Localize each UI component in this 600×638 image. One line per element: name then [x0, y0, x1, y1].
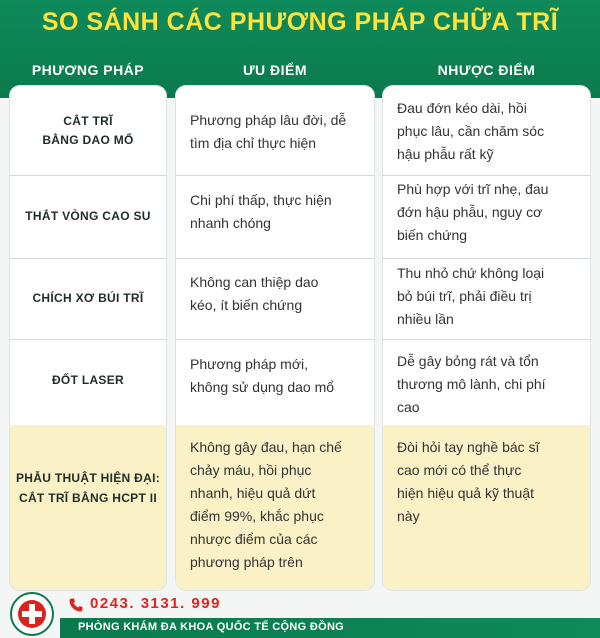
method-cell-4	[10, 340, 166, 424]
pros-line: Phương pháp lâu đời, dễ	[190, 112, 347, 128]
pros-line: Chi phí thấp, thực hiện	[190, 192, 332, 208]
cons-cell-1	[383, 86, 590, 174]
method-column	[10, 86, 166, 590]
pros-line: nhanh, hiệu quả dứt	[190, 485, 316, 501]
pros-line: tìm địa chỉ thực hiện	[190, 135, 317, 151]
cons-cell-4	[383, 340, 590, 424]
cons-line: cao mới có thể thực	[397, 462, 522, 478]
method-cell-1	[10, 86, 166, 174]
method-label: ĐỐT LASER	[51, 373, 125, 387]
method-cell-5	[10, 425, 166, 590]
cons-cell-5	[383, 425, 590, 590]
cons-line: hậu phẫu rất kỹ	[397, 146, 494, 162]
pros-cell-2	[176, 176, 374, 257]
method-cell-3	[10, 259, 166, 338]
pros-cell-5	[176, 425, 374, 590]
pros-line: chảy máu, hồi phục	[190, 462, 312, 478]
phone-icon	[68, 597, 84, 613]
pros-line: Không can thiệp dao	[190, 274, 319, 290]
pros-cell-1	[176, 86, 374, 174]
cons-line: đớn hậu phẫu, nguy cơ	[397, 204, 543, 220]
pros-cell-3	[176, 259, 374, 338]
pros-line: điểm 99%, khắc phục	[190, 508, 324, 524]
cons-line: Đòi hỏi tay nghề bác sĩ	[397, 439, 540, 455]
cons-line: hiện hiệu quả kỹ thuật	[397, 485, 534, 501]
header-cons: NHƯỢC ĐIỂM	[437, 62, 536, 78]
cons-cell-2	[383, 176, 590, 257]
method-label: CHÍCH XƠ BÚI TRĨ	[32, 291, 144, 305]
pros-line: phương pháp trên	[190, 554, 303, 570]
cons-cell-3	[383, 259, 590, 338]
method-label: CẮT TRĨ BẰNG HCPT II	[19, 491, 157, 505]
cons-line: bỏ búi trĩ, phải điều trị	[397, 288, 532, 304]
cons-line: Thu nhỏ chứ không loại	[397, 265, 545, 281]
cons-line: thương mô lành, chi phí	[397, 376, 546, 392]
header-method: PHƯƠNG PHÁP	[31, 62, 145, 78]
page-title: SO SÁNH CÁC PHƯƠNG PHÁP CHỮA TRĨ	[41, 8, 559, 36]
clinic-bar	[60, 618, 600, 638]
header-pros: ƯU ĐIỂM	[242, 62, 308, 78]
pros-line: nhược điểm của các	[190, 531, 318, 547]
method-label: CẮT TRĨ	[63, 114, 113, 128]
pros-line: nhanh chóng	[190, 215, 271, 231]
cons-line: Dễ gây bỏng rát và tổn	[397, 353, 539, 369]
pros-line: Phương pháp mới,	[190, 356, 309, 372]
cons-line: phục lâu, cần chăm sóc	[397, 123, 545, 139]
cons-column	[383, 86, 590, 590]
cons-line: cao	[397, 399, 420, 415]
pros-column	[176, 86, 374, 590]
method-cell-2	[10, 176, 166, 257]
cons-line: nhiều lần	[397, 311, 454, 327]
pros-line: Không gây đau, hạn chế	[190, 439, 342, 455]
pros-line: không sử dụng dao mổ	[190, 379, 335, 395]
method-label: BẰNG DAO MỔ	[42, 133, 134, 147]
cons-line: biến chứng	[397, 227, 468, 243]
cons-line: Đau đớn kéo dài, hồi	[397, 100, 527, 116]
clinic-logo-icon	[10, 592, 54, 636]
method-label: THẮT VÒNG CAO SU	[25, 209, 151, 223]
cons-line: Phù hợp với trĩ nhẹ, đau	[397, 181, 549, 197]
pros-line: kéo, ít biến chứng	[190, 297, 303, 313]
phone-number[interactable]: 0243. 3131. 999	[90, 595, 221, 612]
method-label: PHẪU THUẬT HIỆN ĐẠI:	[16, 471, 160, 485]
clinic-name: PHÒNG KHÁM ĐA KHOA QUỐC TẾ CỘNG ĐỒNG	[78, 621, 345, 633]
pros-cell-4	[176, 340, 374, 424]
cons-line: này	[397, 508, 420, 524]
